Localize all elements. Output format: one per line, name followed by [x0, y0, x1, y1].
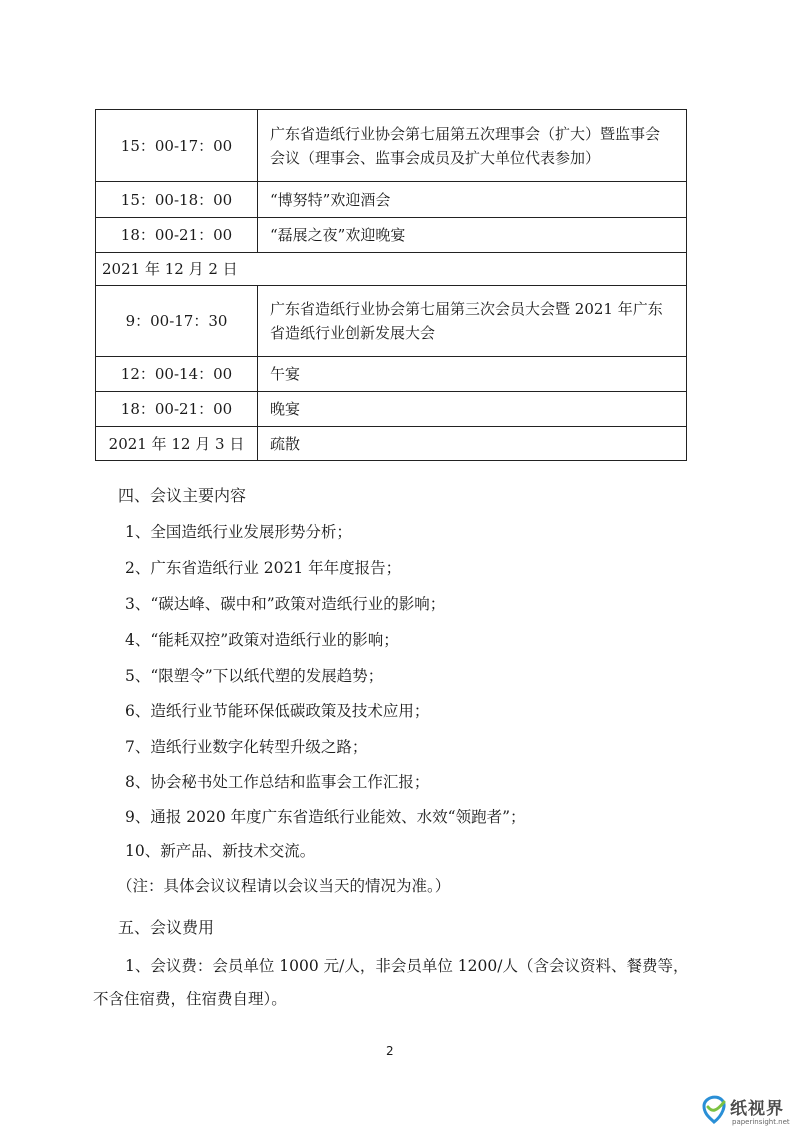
list-item: 10、新产品、新技术交流。 [125, 842, 316, 860]
table-row [96, 357, 687, 392]
list-item: 5、“限塑令”下以纸代塑的发展趋势； [125, 667, 384, 685]
time-cell: 15：00-18：00 [96, 182, 258, 218]
description-line: 会议（理事会、监事会成员及扩大单位代表参加） [270, 148, 601, 167]
list-item: 3、“碳达峰、碳中和”政策对造纸行业的影响； [125, 595, 446, 613]
table-row [96, 286, 687, 357]
section-heading: 五、会议费用 [118, 918, 215, 937]
list-item: 6、造纸行业节能环保低碳政策及技术应用； [125, 702, 430, 720]
list-item: 1、全国造纸行业发展形势分析； [125, 523, 352, 541]
time-cell: 18：00-21：00 [96, 392, 258, 427]
description-cell [258, 110, 687, 182]
description-cell: 晚宴 [258, 392, 687, 427]
page-number: 2 [386, 1044, 394, 1058]
time-cell: 9：00-17：30 [96, 286, 258, 357]
section-heading: 四、会议主要内容 [118, 486, 247, 505]
table-row [96, 427, 687, 461]
table-row [96, 182, 687, 218]
list-item: 7、造纸行业数字化转型升级之路； [125, 738, 368, 756]
date-row-cell: 2021 年 12 月 2 日 [96, 253, 687, 286]
time-cell: 12：00-14：00 [96, 357, 258, 392]
time-cell: 15：00-17：00 [96, 110, 258, 182]
description-line: 省造纸行业创新发展大会 [270, 324, 436, 342]
description-line: 广东省造纸行业协会第七届第三次会员大会暨 2021 年广东 [270, 300, 663, 318]
table-row [96, 218, 687, 253]
fee-line: 不含住宿费，住宿费自理）。 [93, 990, 287, 1008]
list-item: 9、通报 2020 年度广东省造纸行业能效、水效“领跑者”； [125, 808, 526, 826]
note: （注：具体会议议程请以会议当天的情况为准。） [117, 877, 451, 895]
time-cell: 18：00-21：00 [96, 218, 258, 253]
description-cell: 疏散 [258, 427, 687, 461]
list-item: 4、“能耗双控”政策对造纸行业的影响； [125, 631, 399, 649]
description-line: 广东省造纸行业协会第七届第五次理事会（扩大）暨监事会 [270, 124, 661, 143]
date-cell: 2021 年 12 月 3 日 [96, 427, 258, 461]
description-cell [258, 286, 687, 357]
table-row [96, 253, 687, 286]
description-cell: “磊展之夜”欢迎晚宴 [258, 218, 687, 253]
list-item: 2、广东省造纸行业 2021 年年度报告； [125, 559, 402, 577]
fee-line: 1、会议费：会员单位 1000 元/人，非会员单位 1200/人（含会议资料、餐费等， [125, 957, 689, 975]
description-cell: “博努特”欢迎酒会 [258, 182, 687, 218]
description-cell: 午宴 [258, 357, 687, 392]
watermark-name: 纸视界 [730, 1099, 784, 1119]
table-row [96, 110, 687, 182]
list-item: 8、协会秘书处工作总结和监事会工作汇报； [125, 773, 430, 791]
watermark-url: paperinsight.net [732, 1118, 790, 1126]
schedule-table [95, 109, 687, 461]
table-row [96, 392, 687, 427]
